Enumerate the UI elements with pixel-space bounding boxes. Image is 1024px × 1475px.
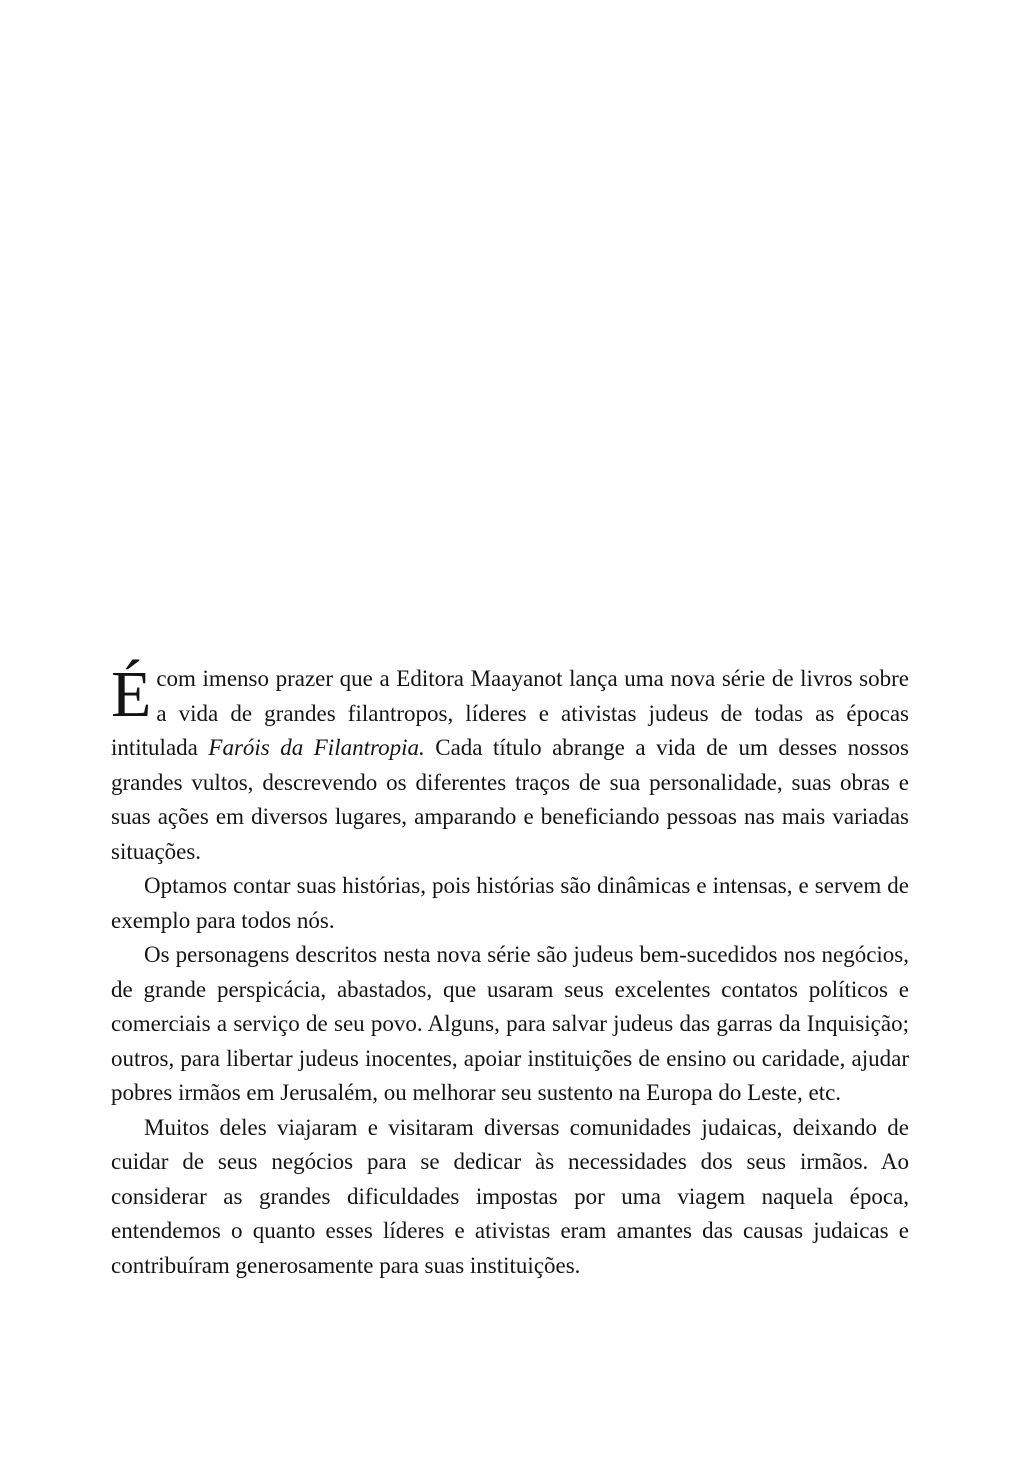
paragraph-1 [111,658,909,869]
paragraph-4: Muitos deles viajaram e visitaram diversas comunidades judaicas, deixando de cuidar de seus negócios para se dedicar às necessidades dos seus irmãos. Ao considerar as grandes dificuldades impostas por uma viagem naquela época, entendemos o quanto esses líderes e ativistas eram amantes das causas judaicas e contribuíram generosamente para suas instituições. [111,1114,909,1278]
series-title: Faróis da Filantropia. [208,735,425,760]
drop-cap: É [111,658,152,731]
paragraph-3: Os personagens descritos nesta nova série são judeus bem-sucedidos nos negócios, de grande perspicácia, abastados, que usaram seus excelentes contatos políticos e comerciais a serviço de seu povo. Alguns, para salvar judeus das garras da Inquisição; outros, para libertar judeus inocentes, apoiar instituições de ensino ou caridade, ajudar pobres irmãos em Jerusalém, ou melhorar seu sustento na Europa do Leste, etc. [111,942,909,1105]
paragraph-1-text-start: com imenso prazer que a Editora Maayanot lança uma nova série de livros sobre a vida de grandes filantropos, líderes e ativistas judeus de todas as épocas intitulada [111,666,909,760]
paragraph-1-text-end: Cada título abrange a vida de um desses nossos grandes vultos, descrevendo os diferentes traços de sua personalidade, suas obras e suas ações em diversos lugares, amparando e beneficiando pessoas nas mais variadas situações. [111,735,909,864]
paragraph-2: Optamos contar suas histórias, pois histórias são dinâmicas e intensas, e servem de exemplo para todos nós. [111,873,909,933]
intro-text-block [111,658,909,1283]
